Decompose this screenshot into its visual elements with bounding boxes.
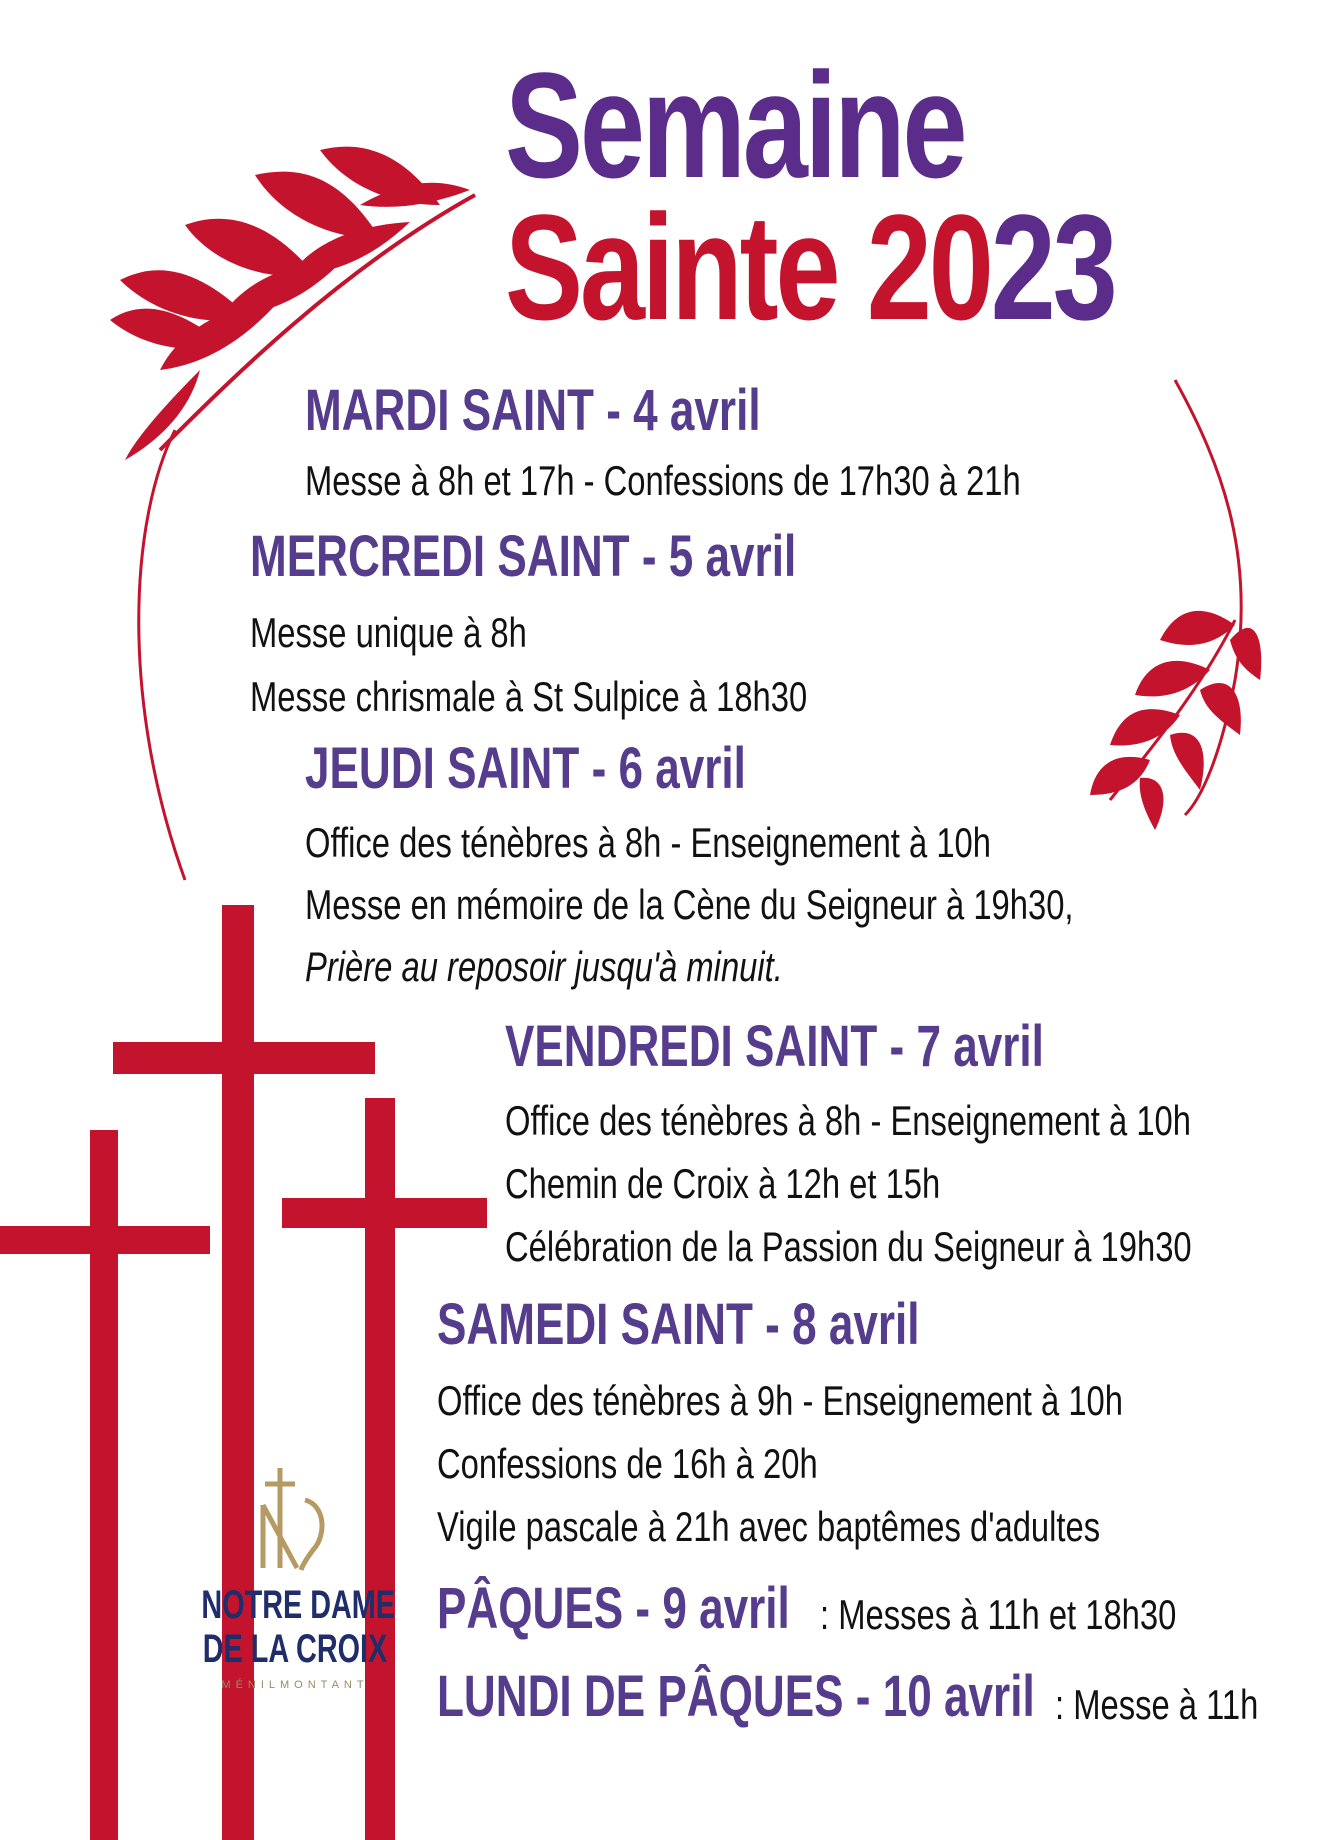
parish-logo <box>165 1460 425 1691</box>
day-samedi-line-2 <box>437 1440 925 1487</box>
title-line-2 <box>505 183 1287 351</box>
day-heading: SAMEDI SAINT - 8 avril <box>437 1292 920 1357</box>
day-jeudi-line-1 <box>305 819 1184 866</box>
wreath-arc-left <box>139 430 185 880</box>
logo-emblem-icon <box>165 1460 425 1580</box>
day-heading: LUNDI DE PÂQUES - 10 avril <box>437 1664 1035 1729</box>
day-vendredi-line-1 <box>505 1097 1317 1144</box>
day-mercredi-line-1 <box>250 609 605 656</box>
day-heading: VENDREDI SAINT - 7 avril <box>505 1014 1044 1079</box>
title-word-semaine: Semaine <box>505 41 965 209</box>
day-paques-inline <box>820 1591 1277 1638</box>
schedule-line: Office des ténèbres à 8h - Enseignement à 10h <box>305 819 991 866</box>
logo-subtitle: MÉNILMONTANT <box>221 1679 369 1691</box>
schedule-line: Messe à 8h et 17h - Confessions de 17h30 à 21h <box>305 457 1021 504</box>
schedule-line: Confessions de 16h à 20h <box>437 1440 818 1487</box>
day-mercredi-line-2 <box>250 673 964 720</box>
day-vendredi-line-3 <box>505 1223 1317 1270</box>
day-samedi <box>437 1292 1072 1357</box>
logo-name-line-1: NOTRE DAME <box>201 1583 396 1627</box>
day-heading: JEUDI SAINT - 6 avril <box>305 736 746 801</box>
schedule-line: Messe unique à 8h <box>250 609 527 656</box>
schedule-line: Messe chrismale à St Sulpice à 18h30 <box>250 673 808 720</box>
day-heading: PÂQUES - 9 avril <box>437 1576 790 1641</box>
schedule-line: Vigile pascale à 21h avec baptêmes d'adultes <box>437 1503 1101 1550</box>
day-jeudi <box>305 736 885 801</box>
schedule-line: Chemin de Croix à 12h et 15h <box>505 1160 941 1207</box>
schedule-line: Célébration de la Passion du Seigneur à 19h30 <box>505 1223 1192 1270</box>
schedule-line: Messe en mémoire de la Cène du Seigneur à 19h30, <box>305 881 1074 928</box>
day-mardi-line-1 <box>305 457 1223 504</box>
day-jeudi-line-2 <box>305 881 1290 928</box>
schedule-line: : Messes à 11h et 18h30 <box>820 1591 1177 1638</box>
title-year-part2: 23 <box>990 183 1115 351</box>
schedule-line: Office des ténèbres à 8h - Enseignement à 10h <box>505 1097 1191 1144</box>
day-samedi-line-3 <box>437 1503 1287 1550</box>
logo-name-line-2: DE LA CROIX <box>202 1627 388 1671</box>
crosses-icon <box>0 905 487 1840</box>
day-lundi-paques-inline <box>1055 1681 1316 1728</box>
title-year-part1: 20 <box>866 183 991 351</box>
day-mardi <box>305 378 904 443</box>
schedule-line: Office des ténèbres à 9h - Enseignement à 10h <box>437 1377 1123 1424</box>
day-heading: MARDI SAINT - 4 avril <box>305 378 761 443</box>
day-mercredi <box>250 524 969 589</box>
title-word-sainte: Sainte <box>505 183 838 351</box>
day-heading: MERCREDI SAINT - 5 avril <box>250 524 797 589</box>
day-jeudi-line-3 <box>305 943 918 990</box>
day-vendredi-line-2 <box>505 1160 1063 1207</box>
palm-sprig-icon <box>1090 611 1261 830</box>
schedule-line: : Messe à 11h <box>1055 1681 1259 1728</box>
day-vendredi <box>505 1014 1214 1079</box>
day-samedi-line-1 <box>437 1377 1316 1424</box>
schedule-line: Prière au reposoir jusqu'à minuit. <box>305 943 783 990</box>
title-line-1 <box>505 41 1094 209</box>
